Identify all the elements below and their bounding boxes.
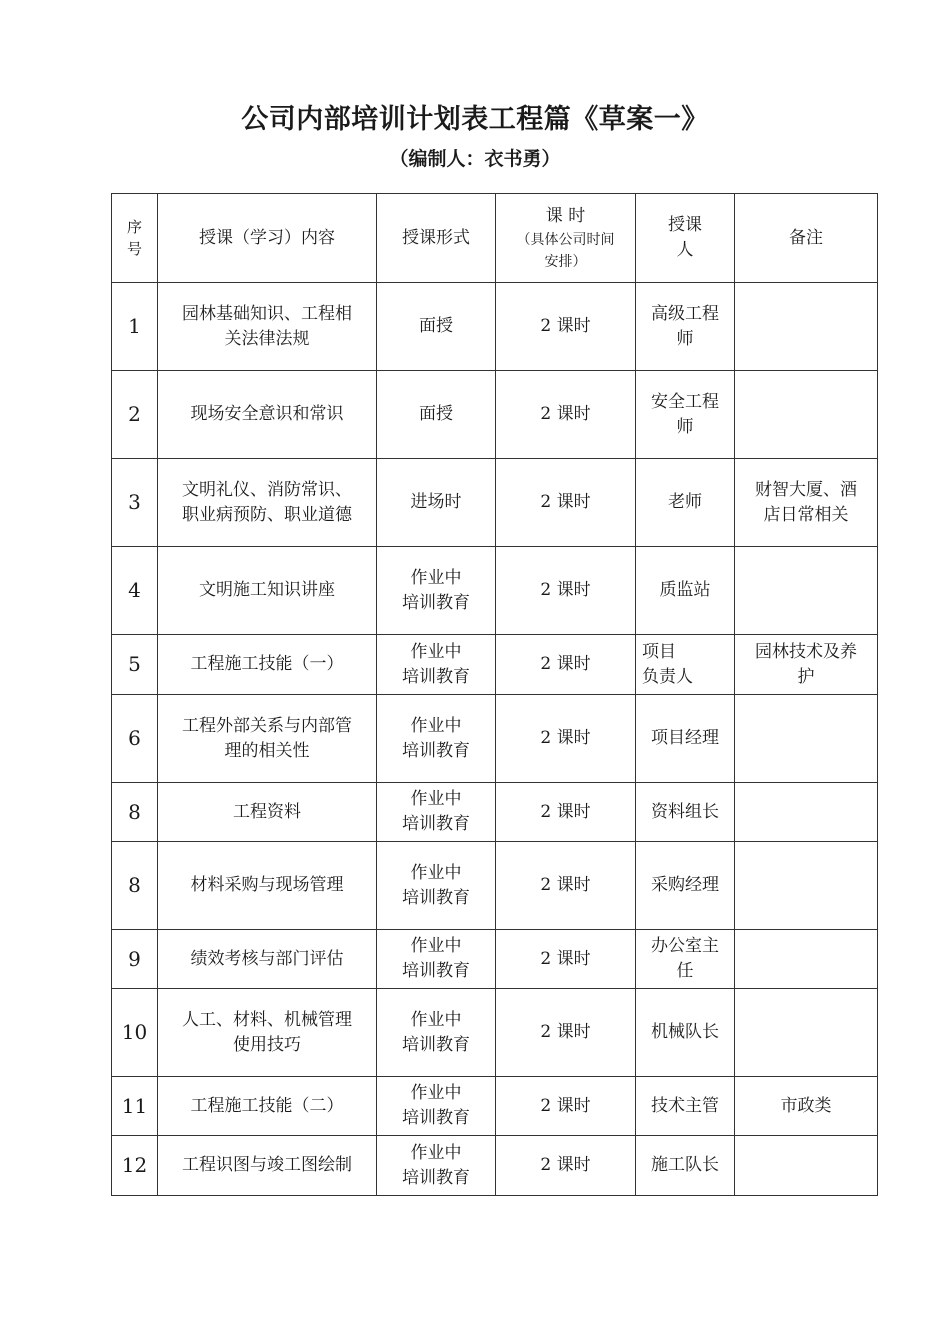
row-teacher: 质监站 [636, 547, 735, 635]
row-remark [735, 1136, 878, 1196]
header-row [112, 194, 878, 283]
row-seq: 6 [112, 695, 158, 783]
row-seq: 1 [112, 283, 158, 371]
row-content: 工程资料 [158, 783, 377, 842]
row-form: 作业中 培训教育 [377, 547, 496, 635]
header-time [496, 194, 636, 283]
row-teacher: 资料组长 [636, 783, 735, 842]
row-content: 材料采购与现场管理 [158, 842, 377, 930]
row-form: 作业中 培训教育 [377, 842, 496, 930]
row-seq: 8 [112, 842, 158, 930]
row-teacher: 办公室主 任 [636, 930, 735, 989]
row-hours: 2 课时 [496, 783, 636, 842]
table-row [112, 989, 878, 1077]
header-teacher: 授课 人 [636, 194, 735, 283]
row-content: 工程施工技能（一） [158, 635, 377, 695]
row-remark [735, 695, 878, 783]
row-seq: 12 [112, 1136, 158, 1196]
table-row [112, 547, 878, 635]
row-teacher: 采购经理 [636, 842, 735, 930]
row-remark [735, 283, 878, 371]
row-hours: 2 课时 [496, 1077, 636, 1136]
table-row [112, 1077, 878, 1136]
table-row [112, 371, 878, 459]
row-content: 文明施工知识讲座 [158, 547, 377, 635]
row-form: 面授 [377, 371, 496, 459]
row-form: 作业中 培训教育 [377, 930, 496, 989]
header-time-main: 课 时 [545, 205, 586, 226]
table-row [112, 695, 878, 783]
table-row [112, 283, 878, 371]
row-content: 人工、材料、机械管理 使用技巧 [158, 989, 377, 1077]
row-remark: 财智大厦、酒 店日常相关 [735, 459, 878, 547]
header-content: 授课（学习）内容 [158, 194, 377, 283]
table-row [112, 930, 878, 989]
row-seq: 5 [112, 635, 158, 695]
row-content: 工程外部关系与内部管 理的相关性 [158, 695, 377, 783]
training-plan-table [111, 193, 878, 1196]
row-remark [735, 930, 878, 989]
row-remark: 园林技术及养 护 [735, 635, 878, 695]
row-teacher: 项目 负责人 [636, 635, 735, 695]
row-hours: 2 课时 [496, 547, 636, 635]
row-seq: 11 [112, 1077, 158, 1136]
row-teacher: 安全工程 师 [636, 371, 735, 459]
row-form: 作业中 培训教育 [377, 1077, 496, 1136]
row-content: 现场安全意识和常识 [158, 371, 377, 459]
row-remark [735, 842, 878, 930]
row-teacher: 项目经理 [636, 695, 735, 783]
row-seq: 3 [112, 459, 158, 547]
row-remark [735, 989, 878, 1077]
row-hours: 2 课时 [496, 635, 636, 695]
row-hours: 2 课时 [496, 371, 636, 459]
row-teacher: 技术主管 [636, 1077, 735, 1136]
table-row [112, 635, 878, 695]
row-form: 作业中 培训教育 [377, 695, 496, 783]
header-remark: 备注 [735, 194, 878, 283]
row-seq: 4 [112, 547, 158, 635]
row-form: 进场时 [377, 459, 496, 547]
row-hours: 2 课时 [496, 989, 636, 1077]
row-content: 工程施工技能（二） [158, 1077, 377, 1136]
row-hours: 2 课时 [496, 283, 636, 371]
row-form: 作业中 培训教育 [377, 989, 496, 1077]
row-seq: 8 [112, 783, 158, 842]
row-seq: 9 [112, 930, 158, 989]
row-remark [735, 371, 878, 459]
table-row [112, 1136, 878, 1196]
header-seq: 序 号 [112, 194, 158, 283]
row-seq: 2 [112, 371, 158, 459]
row-form: 面授 [377, 283, 496, 371]
row-form: 作业中 培训教育 [377, 635, 496, 695]
table-row [112, 783, 878, 842]
row-remark [735, 547, 878, 635]
header-form: 授课形式 [377, 194, 496, 283]
document-subtitle: （编制人：衣书勇） [389, 148, 561, 170]
row-seq: 10 [112, 989, 158, 1077]
row-remark [735, 783, 878, 842]
row-form: 作业中 培训教育 [377, 1136, 496, 1196]
row-content: 绩效考核与部门评估 [158, 930, 377, 989]
row-form: 作业中 培训教育 [377, 783, 496, 842]
row-content: 园林基础知识、工程相 关法律法规 [158, 283, 377, 371]
document-title: 公司内部培训计划表工程篇《草案一》 [241, 104, 709, 135]
row-remark: 市政类 [735, 1077, 878, 1136]
row-hours: 2 课时 [496, 930, 636, 989]
row-teacher: 高级工程 师 [636, 283, 735, 371]
row-hours: 2 课时 [496, 1136, 636, 1196]
row-hours: 2 课时 [496, 842, 636, 930]
row-teacher: 施工队长 [636, 1136, 735, 1196]
row-content: 文明礼仪、消防常识、 职业病预防、职业道德 [158, 459, 377, 547]
row-teacher: 老师 [636, 459, 735, 547]
table-row [112, 459, 878, 547]
row-hours: 2 课时 [496, 695, 636, 783]
row-teacher: 机械队长 [636, 989, 735, 1077]
table-row [112, 842, 878, 930]
row-hours: 2 课时 [496, 459, 636, 547]
header-time-note: （具体公司时间 安排） [516, 231, 615, 270]
row-content: 工程识图与竣工图绘制 [158, 1136, 377, 1196]
